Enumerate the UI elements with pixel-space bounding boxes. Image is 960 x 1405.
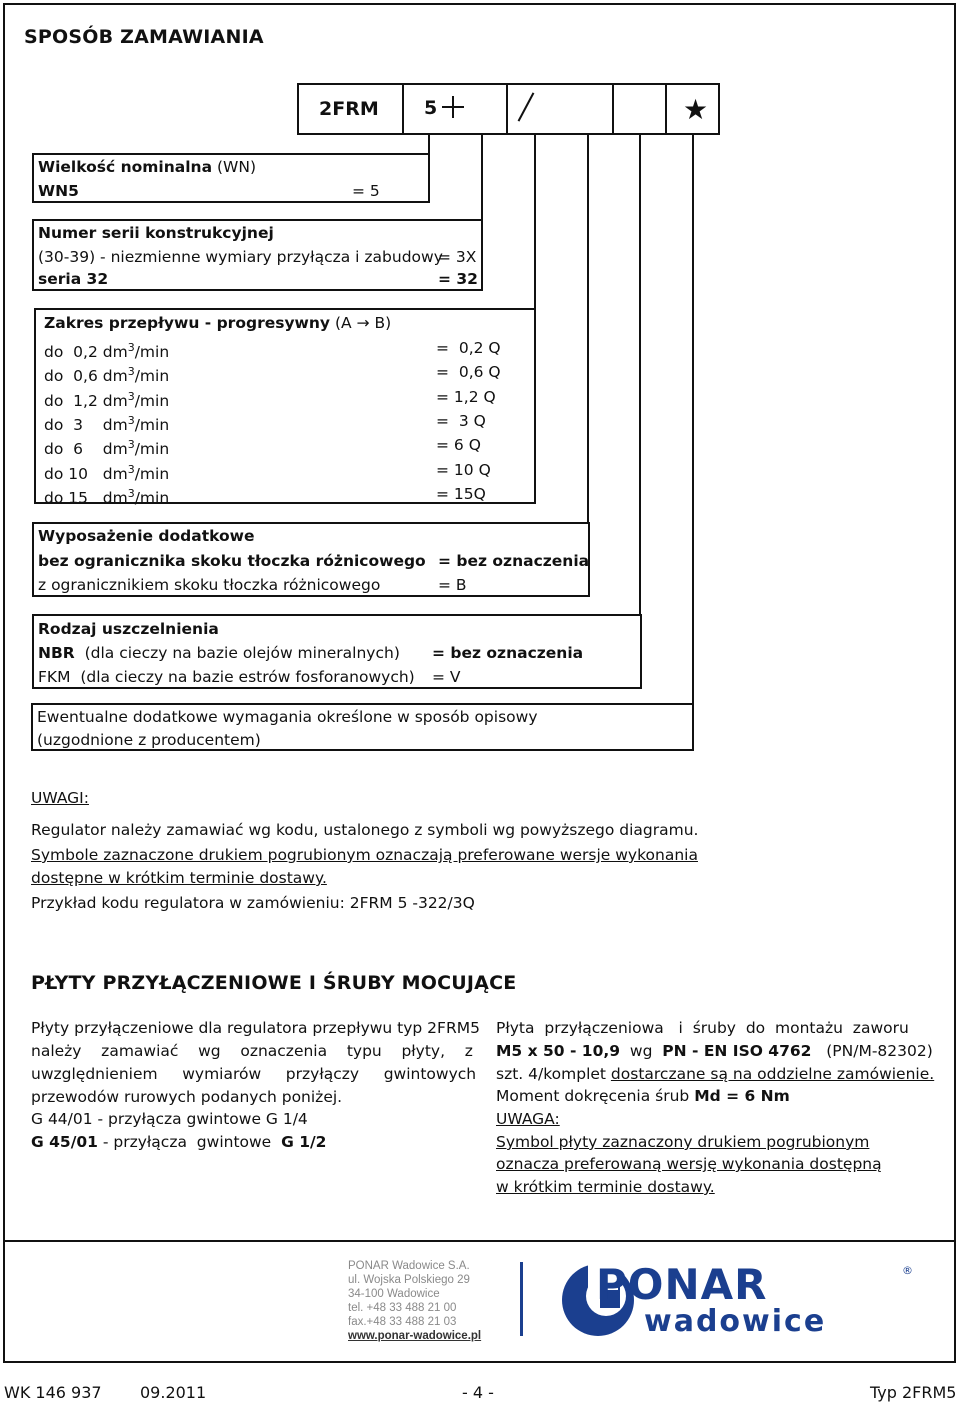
plates-note-line1: Symbol płyty zaznaczony drukiem pogrubionym [496, 1133, 870, 1151]
company-street: ul. Wojska Polskiego 29 [348, 1274, 470, 1286]
flow-row-exponent: 3 [127, 341, 135, 354]
flow-row-value: = 0,2 Q [436, 339, 501, 357]
torque-label: Moment dokręcenia śrub [496, 1087, 695, 1105]
equipment-row2-value: = B [438, 576, 467, 594]
flow-row-exponent: 3 [127, 413, 135, 427]
connector [428, 133, 430, 155]
notes-heading: UWAGI: [31, 789, 89, 807]
flow-row-unit: /min [134, 488, 170, 507]
seal-row2-code: FKM [38, 668, 71, 686]
screw-standard-old: (PN/M-82302) [811, 1042, 933, 1060]
flow-range-box [34, 308, 536, 507]
plates-left-line3: uwzględnieniem wymiarów przyłączy gwintowych [31, 1065, 477, 1083]
nominal-heading-suffix: (WN) [216, 158, 256, 176]
code-cell-type [297, 83, 404, 135]
notes-line2: Symbole zaznaczone drukiem pogrubionym oznaczają preferowane wersje wykonania [31, 846, 698, 864]
seal-heading: Rodzaj uszczelnienia [38, 620, 219, 638]
extra-line1: Ewentualne dodatkowe wymagania określone w sposób opisowy [37, 708, 538, 726]
extra-line2: (uzgodnione z producentem) [37, 731, 261, 749]
footer-date: 09.2011 [140, 1383, 207, 1402]
notes-line3: dostępne w krótkim terminie dostawy. [31, 869, 327, 887]
flow-heading: Zakres przepływu - progresywny [44, 314, 331, 332]
flow-row-unit: /min [134, 440, 170, 459]
logo-divider [520, 1262, 523, 1336]
flow-row-value: = 15Q [436, 484, 486, 503]
company-contact [348, 1259, 481, 1343]
seal-row1-value: = bez oznaczenia [432, 644, 584, 662]
footer-page-number: - 4 - [462, 1383, 494, 1402]
flow-row-value: = 0,6 Q [436, 363, 501, 382]
flow-row-value: = 3 Q [436, 411, 486, 430]
flow-row-exponent: 3 [127, 389, 135, 403]
flow-row-unit: /min [134, 464, 170, 483]
nominal-label: WN5 [38, 182, 79, 200]
plates-note-line2: oznacza preferowaną wersję wykonania dostępną [496, 1155, 882, 1173]
nominal-value: = 5 [352, 182, 380, 200]
plate-code-preferred: G 45/01 [31, 1133, 98, 1151]
series-box [32, 219, 483, 291]
series-line1: (30-39) - niezmienne wymiary przyłącza i zabudowy [38, 248, 443, 266]
plates-left-line4: przewodów rurowych podanych poniżej. [31, 1088, 343, 1106]
torque-value: Md = 6 Nm [694, 1087, 790, 1105]
plates-heading: PŁYTY PRZYŁĄCZENIOWE I ŚRUBY MOCUJĄCE [31, 972, 517, 994]
extra-requirements-box [31, 703, 694, 751]
flow-row-exponent: 3 [127, 365, 135, 379]
page-title: SPOSÓB ZAMAWIANIA [24, 26, 264, 48]
equipment-heading: Wyposażenie dodatkowe [38, 527, 255, 545]
flow-row-limit: do 0,2 dm [44, 343, 128, 362]
footer-type: Typ 2FRM5 [870, 1383, 957, 1402]
seal-row2-desc: (dla cieczy na bazie estrów fosforanowych) [80, 668, 415, 686]
screw-wg: wg [620, 1042, 663, 1060]
flow-row-unit: /min [134, 416, 170, 435]
company-fax: fax.+48 33 488 21 03 [348, 1316, 457, 1328]
connector [534, 133, 536, 311]
code-cell-equipment [612, 83, 667, 135]
plate-desc: - przyłącza gwintowe [97, 1133, 282, 1151]
footer-divider [3, 1240, 956, 1242]
flow-row-exponent: 3 [127, 438, 135, 452]
seal-box [32, 614, 642, 689]
registered-mark: ® [902, 1264, 913, 1277]
company-tel: tel. +48 33 488 21 00 [348, 1302, 457, 1314]
flow-row-unit: /min [134, 391, 170, 410]
flow-row-exponent: 3 [127, 462, 135, 476]
code-cell-extra [665, 83, 720, 135]
nominal-size-box [32, 153, 430, 203]
company-city: 34-100 Wadowice [348, 1288, 440, 1300]
plates-note-line3: w krótkim terminie dostawy. [496, 1178, 715, 1196]
plates-left-line2: należy zamawiać wg oznaczenia typu płyty, z [31, 1042, 473, 1060]
plates-right-line1: Płyta przyłączeniowa i śruby do montażu zaworu [496, 1019, 909, 1037]
notes-example: Przykład kodu regulatora w zamówieniu: 2FRM 5 -322/3Q [31, 894, 475, 912]
flow-row-value: = 6 Q [436, 436, 481, 455]
nominal-heading: Wielkość nominalna [38, 158, 213, 176]
company-website-link[interactable]: www.ponar-wadowice.pl [348, 1330, 482, 1342]
logo-text-ponar: PONAR [596, 1260, 768, 1309]
plates-note-heading: UWAGA: [496, 1110, 560, 1128]
flow-heading-suffix: (A → B) [334, 314, 392, 332]
connector [692, 133, 694, 706]
code-size: 5 [424, 97, 438, 119]
seal-row1-code: NBR [38, 644, 75, 662]
notes-line1: Regulator należy zamawiać wg kodu, ustalonego z symboli wg powyższego diagramu. [31, 821, 699, 839]
flow-row-limit: do 0,6 dm [44, 367, 128, 386]
series-line2-value: = 32 [438, 270, 478, 288]
screw-order-note: dostarczane są na oddzielne zamówienie. [610, 1065, 935, 1083]
code-cell-flow [506, 83, 614, 135]
code-type: 2FRM [319, 98, 379, 120]
code-cell-size [402, 83, 508, 135]
screw-quantity: szt. 4/komplet [496, 1065, 611, 1083]
flow-row-exponent: 3 [127, 486, 135, 500]
flow-row-limit: do 1,2 dm [44, 391, 128, 410]
flow-row-limit: do 10 dm [44, 464, 128, 483]
flow-row-limit: do 6 dm [44, 440, 128, 459]
plates-left-line1: Płyty przyłączeniowe dla regulatora przepływu typ 2FRM5 [31, 1019, 480, 1037]
footer-doc-number: WK 146 937 [4, 1383, 102, 1402]
plate-thread-preferred: G 1/2 [281, 1133, 327, 1151]
connector [639, 133, 641, 616]
star-icon: ★ [683, 93, 709, 126]
screw-size: M5 x 50 - 10,9 [496, 1042, 621, 1060]
connector [481, 133, 483, 223]
flow-row-value: = 10 Q [436, 460, 491, 479]
seal-row2-value: = V [432, 668, 461, 686]
flow-row-unit: /min [134, 367, 170, 386]
flow-row-limit: do 3 dm [44, 416, 128, 435]
company-name: PONAR Wadowice S.A. [348, 1260, 470, 1272]
equipment-box [32, 522, 590, 597]
connector [587, 133, 589, 522]
cross-mark [452, 96, 454, 118]
seal-row1-desc: (dla cieczy na bazie olejów mineralnych) [84, 644, 400, 662]
series-line1-value: = 3X [438, 248, 477, 266]
logo-text-wadowice: wadowice [644, 1304, 827, 1339]
flow-row-label [44, 482, 169, 510]
flow-row-unit: /min [134, 343, 170, 362]
equipment-row1: bez ogranicznika skoku tłoczka różnicowego [38, 552, 426, 570]
series-line2: seria 32 [38, 270, 109, 288]
equipment-row2: z ogranicznikiem skoku tłoczka różnicowego [38, 576, 381, 594]
plates-left-line5: G 44/01 - przyłącza gwintowe G 1/4 [31, 1110, 308, 1128]
equipment-row1-value: = bez oznaczenia [438, 552, 590, 570]
flow-row-value: = 1,2 Q [436, 387, 496, 406]
flow-row-limit: do 15 dm [44, 488, 128, 507]
series-heading: Numer serii konstrukcyjnej [38, 224, 274, 242]
screw-standard: PN - EN ISO 4762 [662, 1042, 812, 1060]
